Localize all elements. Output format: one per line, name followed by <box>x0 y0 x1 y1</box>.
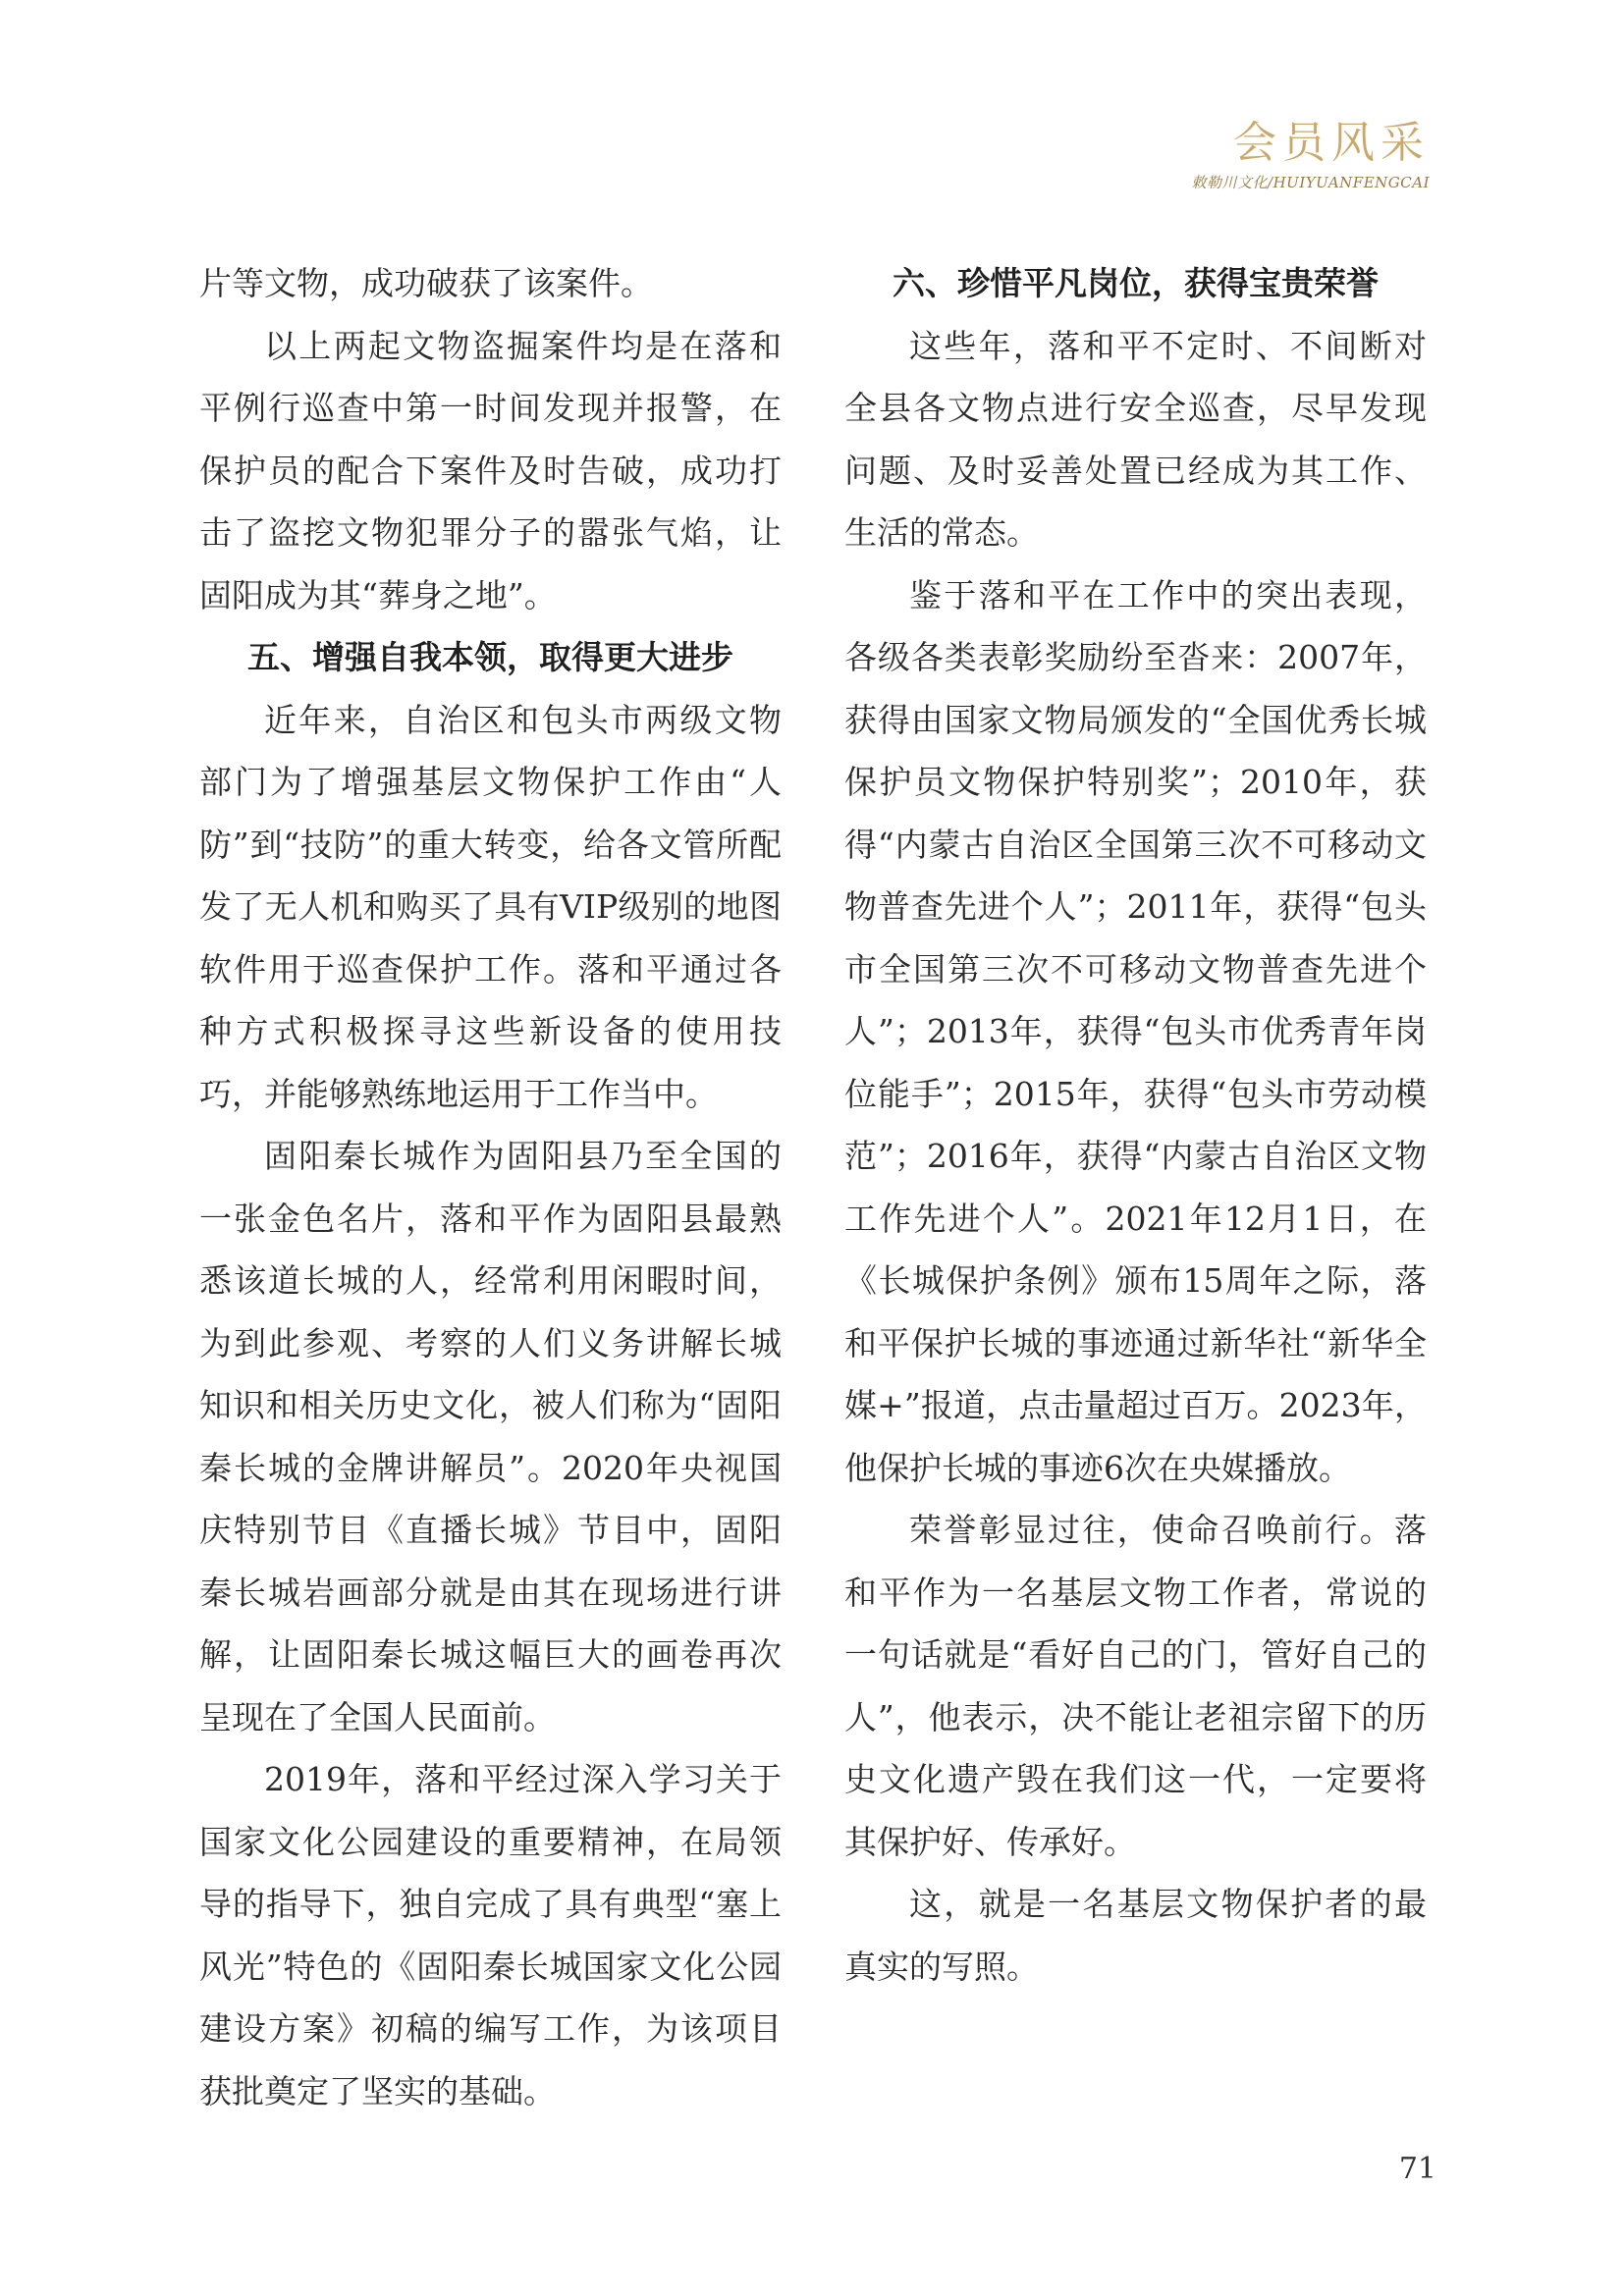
section-heading: 五、增强自我本领，取得更大进步 <box>247 638 733 676</box>
left-column <box>199 252 782 2122</box>
paragraph: 以上两起文物盗掘案件均是在落和平例行巡查中第一时间发现并报警，在保护员的配合下案件及时告破，成功打击了盗挖文物犯罪分子的嚣张气焰，让固阳成为其“葬身之地”。 <box>199 326 782 614</box>
paragraph: 2019年，落和平经过深入学习关于国家文化公园建设的重要精神，在局领导的指导下，独自完成了具有典型“塞上风光”特色的《固阳秦长城国家文化公园建设方案》初稿的编写工作，为该项目获批奠定了坚实的基础。 <box>199 1760 782 2110</box>
section-header <box>1192 118 1430 192</box>
paragraph: 片等文物，成功破获了该案件。 <box>199 264 653 302</box>
paragraph: 近年来，自治区和包头市两级文物部门为了增强基层文物保护工作由“人防”到“技防”的重大转变，给各文管所配发了无人机和购买了具有VIP级别的地图软件用于巡查保护工作。落和平通过各种方式积极探寻这些新设备的使用技巧，并能够熟练地运用于工作当中。 <box>199 700 782 1113</box>
section-subtitle: 敕勒川文化/HUIYUANFENGCAI <box>1191 174 1430 191</box>
paragraph: 这，就是一名基层文物保护者的最真实的写照。 <box>844 1885 1427 1986</box>
right-column <box>844 252 1427 1998</box>
paragraph: 固阳秦长城作为固阳县乃至全国的一张金色名片，落和平作为固阳县最熟悉该道长城的人，经常利用闲暇时间，为到此参观、考察的人们义务讲解长城知识和相关历史文化，被人们称为“固阳秦长城的金牌讲解员”。2020年央视国庆特别节目《直播长城》节目中，固阳秦长城岩画部分就是由其在现场进行讲解，让固阳秦长城这幅巨大的画卷再次呈现在了全国人民面前。 <box>199 1137 782 1736</box>
section-heading: 六、珍惜平凡岗位，获得宝贵荣誉 <box>893 264 1379 302</box>
paragraph: 荣誉彰显过往，使命召唤前行。落和平作为一名基层文物工作者，常说的一句话就是“看好自己的门，管好自己的人”，他表示，决不能让老祖宗留下的历史文化遗产毁在我们这一代，一定要将其保护好、传承好。 <box>844 1511 1427 1861</box>
paragraph: 这些年，落和平不定时、不间断对全县各文物点进行安全巡查，尽早发现问题、及时妥善处置已经成为其工作、生活的常态。 <box>844 326 1427 552</box>
page-number: 71 <box>1398 2152 1436 2186</box>
section-title: 会员风采 <box>1233 118 1430 168</box>
paragraph: 鉴于落和平在工作中的突出表现，各级各类表彰奖励纷至沓来：2007年，获得由国家文物局颁发的“全国优秀长城保护员文物保护特别奖”；2010年，获得“内蒙古自治区全国第三次不可移动文物普查先进个人”；2011年，获得“包头市全国第三次不可移动文物普查先进个人”；2013年，获得“包头市优秀青年岗位能手”；2015年，获得“包头市劳动模范”；2016年，获得“内蒙古自治区文物工作先进个人”。2021年12月1日，在《长城保护条例》颁布15周年之际，落和平保护长城的事迹通过新华社“新华全媒+”报道，点击量超过百万。2023年，他保护长城的事迹6次在央媒播放。 <box>844 575 1427 1487</box>
